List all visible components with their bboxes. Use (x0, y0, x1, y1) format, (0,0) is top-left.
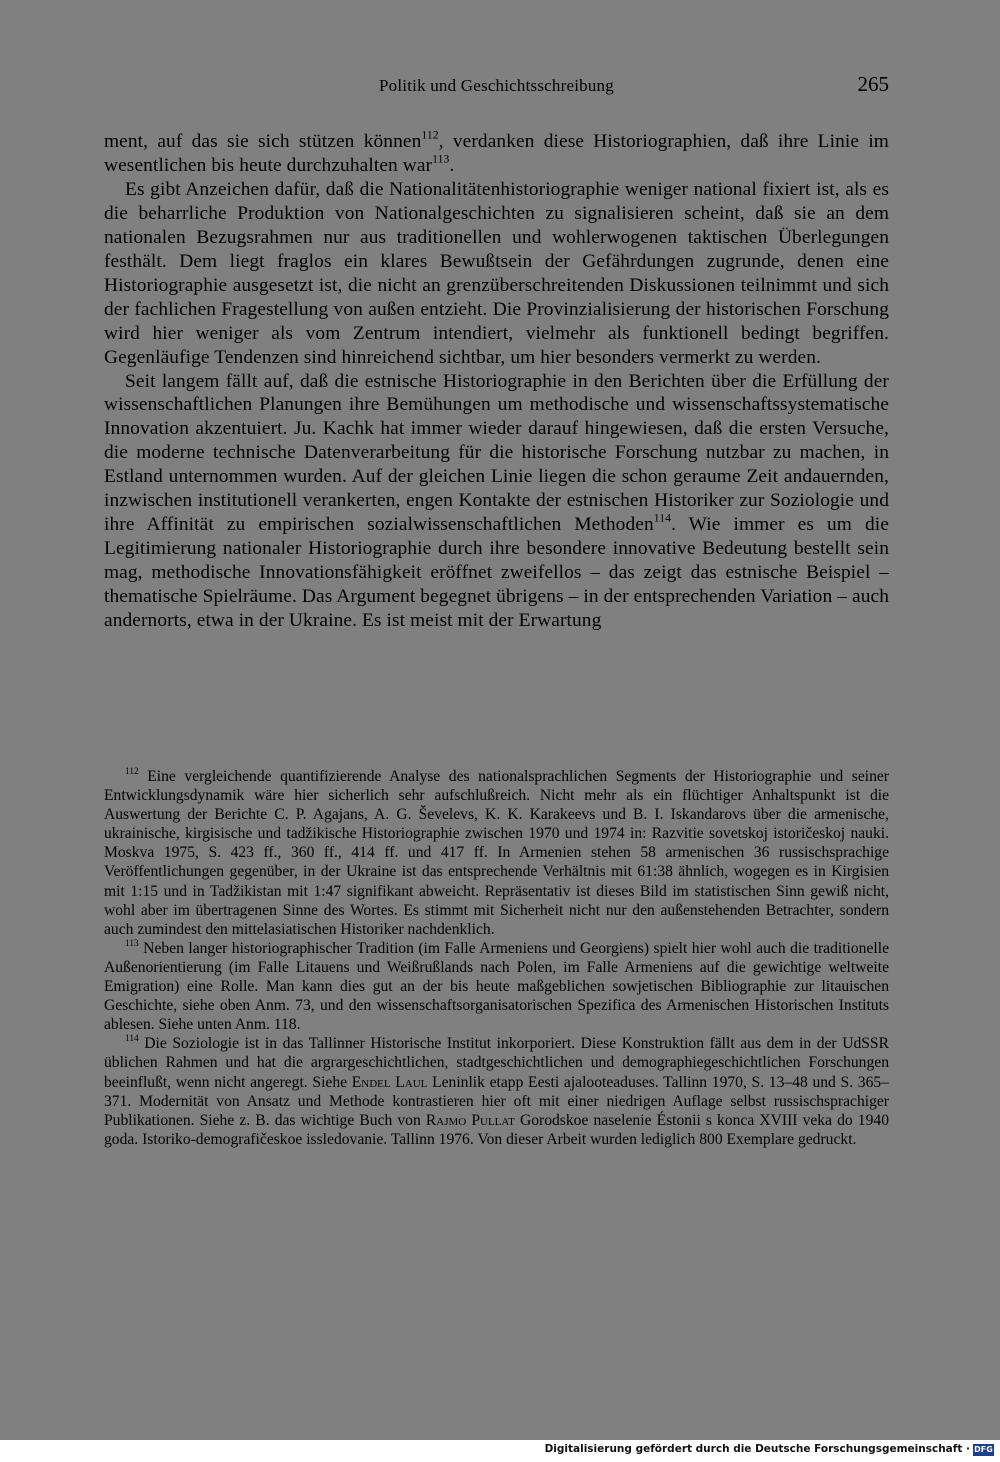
page-number: 265 (857, 72, 889, 96)
footnote-112 (104, 767, 889, 939)
footnote-number: 114 (125, 1034, 139, 1045)
paragraph-3-text-b: . Wie immer es um die Legitimierung nationaler Historiographie durch ihre besondere innovative Bedeutung bestellt sein mag, methodische Innovationsfähigkeit eröffnet zweifellos – das zeigt das estnische Beispiel – thematische Spielräume. Das Argument begegnet übrigens – in der entsprechenden Variation – auch andernorts, etwa in der Ukraine. Es ist meist mit der Erwartung (104, 514, 889, 632)
footnote-text: Eine vergleichende quantifizierende Analyse des nationalsprachlichen Segments der Historiographie und seiner Entwicklungsdynamik wäre hier sicherlich sehr aufschlußreich. Nicht mehr als ein flüchtiger Anhaltspunkt ist die Auswertung der Berichte C. P. Agajans, A. G. Ševelevs, K. K. Karakeevs und B. I. Iskandarovs über die armenische, ukrainische, kirgisische und tadžikische Historiographie zwischen 1970 und 1974 in: Razvitie sovetskoj istoričeskoj nauki. Moskva 1975, S. 423 ff., 360 ff., 414 ff. und 417 ff. In Armenien stehen 58 armenischen 36 russischsprachige Veröffentlichungen gegenüber, in der Ukraine ist das entsprechende Verhältnis mit 61:38 ähnlich, wogegen es in Kirgisien mit 1:15 und in Tadžikistan mit 1:47 signifikant abweicht. Repräsentativ ist dieses Bild im statistischen Sinn gewiß nicht, wohl aber im übertragenen Sinne des Wortes. Es stimmt mit Sicherheit nicht nur den außenstehenden Betrachter, sondern auch zumindest den mittelasiatischen Historiker nachdenklich. (104, 768, 889, 938)
footnote-114 (104, 1034, 889, 1149)
main-text (104, 130, 889, 633)
paragraph-1-text-b: , verdanken diese Historiographien, daß ihre Linie im wesentlichen bis heute durchzuhalten war (104, 131, 889, 176)
footnote-ref-112: 112 (421, 128, 439, 142)
author-name: Rajmo Pullat (425, 1111, 515, 1129)
paragraph-3 (104, 370, 889, 633)
paragraph-1-text-a: ment, auf das sie sich stützen können (104, 131, 422, 152)
running-title: Politik und Geschichtsschreibung (379, 76, 614, 95)
footnote-text: Neben langer historiographischer Tradition (im Falle Armeniens und Georgiens) spielt hier wohl auch die traditionelle Außenorientierung (im Falle Litauens und Weißrußlands nach Polen, im Falle Armeniens auf die gewichtige weltweite Emigration) eine Rolle. Man kann dies gut an der bis heute maßgeblichen sowjetischen Bibliographie zur litauischen Geschichte, siehe oben Anm. 73, und den wissenschaftsorganisatorischen Spezifica des Armenischen Historischen Instituts ablesen. Siehe unten Anm. 118. (104, 939, 889, 1034)
digitization-footer (0, 1440, 1000, 1462)
footnote-113 (104, 939, 889, 1034)
paragraph-1 (104, 130, 889, 178)
footnote-number: 113 (125, 938, 139, 949)
author-name: Endel Laul (351, 1073, 428, 1091)
paragraph-1-text-c: . (449, 154, 455, 176)
paragraph-3-text-a: Seit langem fällt auf, daß die estnische Historiographie in den Berichten über die Erfüllung der wissenschaftlichen Planungen ihre Bemühungen um methodische und wissenschaftssystematische Innovation akzentuiert. Ju. Kachk hat immer wieder darauf hingewiesen, daß die ersten Versuche, die moderne technische Datenverarbeitung für die historische Forschung nutzbar zu machen, in Estland unternommen wurden. Auf der gleichen Linie liegen die schon geraume Zeit andauernden, inzwischen institutionell verankerten, engen Kontakte der estnischen Historiker zur Soziologie und ihre Affinität zu empirischen sozialwissenschaftlichen Methoden (104, 370, 889, 536)
footnote-ref-113: 113 (432, 152, 450, 166)
paragraph-2: Es gibt Anzeichen dafür, daß die Nationalitätenhistoriographie weniger national fixiert ist, als es die beharrliche Produktion von Nationalgeschichten zu signalisieren scheint, daß sie an dem nationalen Bezugsrahmen nur aus traditionellen und wohlerwogenen taktischen Überlegungen festhält. Dem liegt fraglos ein klares Bewußtsein der Gefährdungen zugrunde, denen eine Historiographie ausgesetzt ist, die nicht an grenzüberschreitenden Diskussionen teilnimmt und sich der fachlichen Fragestellung von außen entzieht. Die Provinzialisierung der historischen Forschung wird hier weniger als vom Zentrum intendiert, vielmehr als funktionell bedingt begriffen. Gegenläufige Tendenzen sind hinreichend sichtbar, um hier besonders vermerkt zu werden. (104, 178, 889, 368)
footnote-ref-114: 114 (653, 511, 672, 525)
running-head (104, 72, 889, 102)
footnote-text: Die Soziologie ist in das Tallinner Historische Institut inkorporiert. Diese Konstruktion fällt aus dem in der UdSSR üblichen Rahmen und hat die argrargeschichtlichen, stadtgeschichtlichen und demographiegeschichtlichen Forschungen beeinflußt, wenn nicht angeregt. Siehe (104, 1035, 889, 1091)
dfg-logo: DFG (974, 1445, 993, 1454)
footnote-number: 112 (125, 766, 139, 777)
footnote-text: Leninlik etapp Eesti ajalooteaduses. Tallinn 1970, S. 13–48 und S. 365–371. Modernität von Ansatz und Methode kontrastieren hier oft mit einer niedrigen Auflage selbst russischsprachiger Publikationen. Siehe z. B. das wichtige Buch von (104, 1073, 889, 1129)
footnotes (104, 767, 889, 1149)
footnote-text: Gorodskoe naselenie Éstonii s konca XVIII veka do 1940 goda. Istoriko-demografičeskoe issledovanie. Tallinn 1976. Von dieser Arbeit wurden lediglich 800 Exemplare gedruckt. (104, 1111, 889, 1148)
funding-credit: Digitalisierung gefördert durch die Deutsche Forschungsgemeinschaft · (544, 1443, 970, 1455)
